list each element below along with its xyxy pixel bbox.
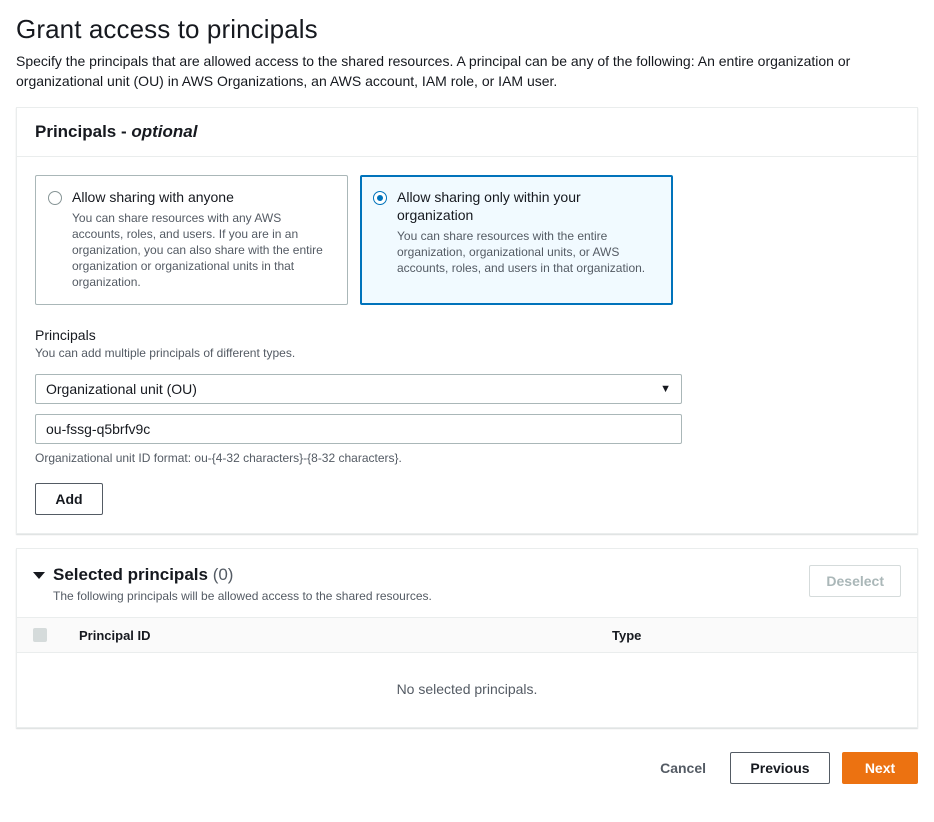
radio-icon-allow-anyone[interactable]: [48, 191, 62, 205]
selected-principals-subtitle: The following principals will be allowed access to the shared resources.: [53, 589, 432, 603]
previous-button[interactable]: Previous: [730, 752, 830, 784]
radio-description-allow-anyone: You can share resources with any AWS accounts, roles, and users. If you are in an organization, you can also share with the entire organization or organizational units in that organization.: [72, 211, 323, 289]
next-button[interactable]: Next: [842, 752, 918, 784]
radio-icon-allow-org-only[interactable]: [373, 191, 387, 205]
selected-principals-titleblock: [53, 565, 432, 603]
radio-card-allow-org-only[interactable]: [360, 175, 673, 305]
page-description: Specify the principals that are allowed access to the shared resources. A principal can be any of the following: An entire organization or organizational unit (OU) in AWS Organizations, an AWS account, IAM role, or IAM user.: [16, 53, 851, 89]
radio-card-allow-anyone[interactable]: [35, 175, 348, 305]
chevron-down-icon: ▼: [660, 383, 671, 395]
principal-id-input[interactable]: [35, 414, 682, 444]
collapse-triangle-icon[interactable]: [33, 572, 45, 579]
selected-principals-panel: [16, 548, 918, 728]
add-principal-button[interactable]: Add: [35, 483, 103, 515]
select-all-checkbox[interactable]: [33, 628, 47, 642]
selected-principals-header-left: [33, 565, 432, 603]
page-title: Grant access to principals: [16, 14, 318, 44]
principals-title-optional: optional: [131, 122, 198, 141]
cancel-button[interactable]: Cancel: [648, 760, 718, 776]
principals-panel: [16, 107, 918, 534]
principal-type-select-value: Organizational unit (OU): [46, 381, 197, 397]
selected-principals-table-header: [17, 617, 917, 653]
principals-field-label: Principals: [35, 327, 96, 343]
radio-label-allow-anyone: Allow sharing with anyone: [72, 189, 234, 205]
deselect-button[interactable]: Deselect: [809, 565, 901, 597]
column-header-type: Type: [612, 627, 642, 643]
radio-label-allow-org-only: Allow sharing only within your organization: [397, 189, 581, 223]
selected-principals-title: [53, 565, 233, 584]
selected-principals-header: [17, 549, 917, 617]
column-header-principal-id: Principal ID: [79, 627, 151, 643]
principal-type-select[interactable]: [35, 374, 682, 404]
selected-principals-title-text: Selected principals: [53, 565, 208, 584]
principals-panel-body: [17, 157, 917, 533]
selected-principals-count: (0): [212, 565, 234, 584]
empty-state-text: No selected principals.: [396, 681, 538, 697]
sharing-scope-radio-group: [35, 175, 899, 305]
radio-text-allow-org-only: [397, 188, 658, 276]
principal-id-format-hint: Organizational unit ID format: ou-{4-32 characters}-{8-32 characters}.: [35, 451, 402, 465]
principals-title-text: Principals -: [35, 122, 132, 141]
radio-description-allow-org-only: You can share resources with the entire organization, organizational units, or AWS accounts, roles, and users in that organization.: [397, 229, 646, 275]
principals-panel-header: [17, 108, 917, 157]
wizard-footer: [16, 742, 918, 800]
principals-field-sublabel: You can add multiple principals of different types.: [35, 346, 296, 360]
radio-text-allow-anyone: [72, 188, 333, 290]
principals-panel-title: [35, 122, 197, 141]
